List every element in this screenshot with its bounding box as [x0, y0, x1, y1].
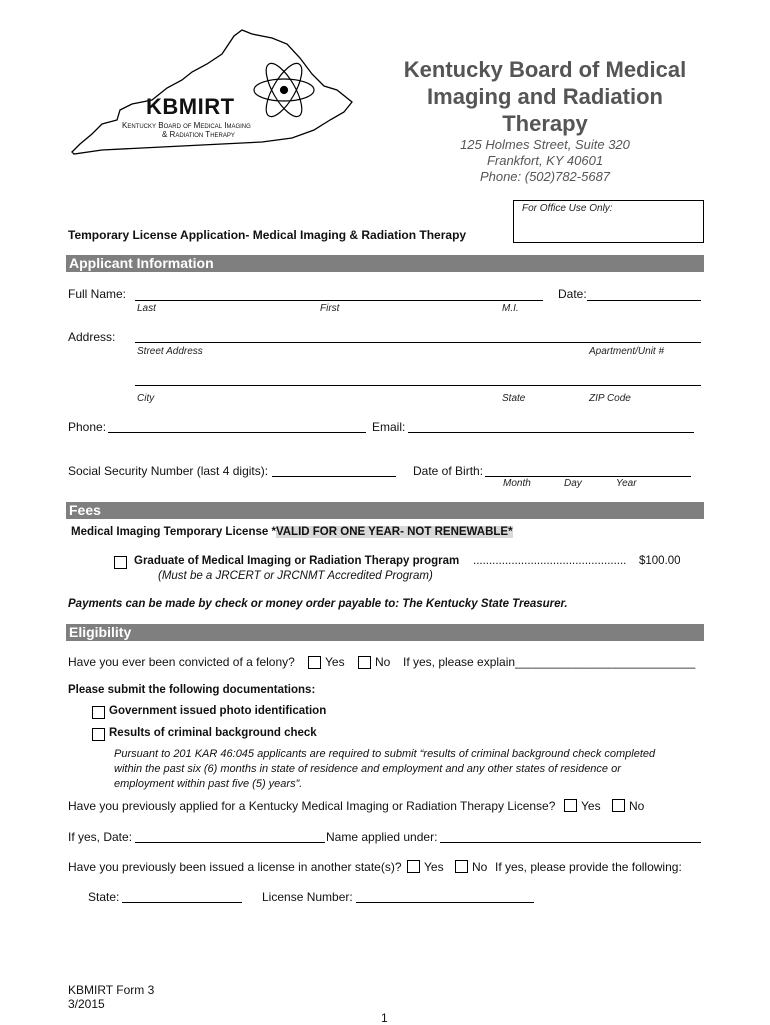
day-caption: Day: [564, 478, 582, 489]
program-fee: $100.00: [639, 555, 681, 567]
submit-docs-heading: Please submit the following documentations:: [68, 684, 316, 696]
date-label: Date:: [558, 287, 587, 301]
email-field[interactable]: [408, 432, 694, 433]
felony-yes-label: Yes: [325, 655, 345, 669]
middle-initial-caption: M.I.: [502, 303, 519, 314]
other-state-no-label: No: [472, 860, 488, 874]
office-use-label: For Office Use Only:: [522, 203, 613, 214]
other-state-yes-label: Yes: [424, 860, 444, 874]
street-address-field[interactable]: [135, 342, 701, 343]
month-caption: Month: [503, 478, 531, 489]
year-caption: Year: [616, 478, 637, 489]
city-caption: City: [137, 393, 155, 404]
ky-yes-checkbox[interactable]: [564, 799, 577, 812]
section-title: Eligibility: [69, 624, 132, 640]
license-type-line: [71, 526, 513, 538]
date-field[interactable]: [587, 300, 701, 301]
section-fees: [66, 502, 704, 519]
ky-yes-label: Yes: [581, 799, 601, 813]
other-state-question: Have you previously been issued a license in another state(s)?: [68, 860, 402, 874]
background-check-label: Results of criminal background check: [109, 727, 317, 739]
name-applied-field[interactable]: [440, 842, 701, 843]
ky-license-question: Have you previously applied for a Kentucky Medical Imaging or Radiation Therapy License?: [68, 799, 556, 813]
felony-no-label: No: [375, 655, 391, 669]
state-label: State:: [88, 890, 120, 904]
program-checkbox[interactable]: [114, 556, 127, 569]
apartment-caption: Apartment/Unit #: [589, 346, 665, 357]
felony-yes-checkbox[interactable]: [308, 656, 321, 669]
first-name-caption: First: [320, 303, 340, 314]
other-state-yes-checkbox[interactable]: [407, 860, 420, 873]
ky-no-label: No: [629, 799, 645, 813]
address-label: Address:: [68, 330, 116, 344]
license-validity-highlight: VALID FOR ONE YEAR- NOT RENEWABLE*: [275, 526, 513, 538]
full-name-field[interactable]: [135, 300, 543, 301]
city-state-zip-field[interactable]: [135, 385, 701, 386]
other-state-field[interactable]: [122, 902, 242, 903]
section-title: Applicant Information: [69, 255, 214, 271]
form-date: 3/2015: [68, 997, 105, 1011]
prior-application-date-field[interactable]: [135, 842, 325, 843]
page-number: 1: [381, 1011, 388, 1025]
zip-caption: ZIP Code: [589, 393, 631, 404]
kar-note-line3: employment within past five (5) years”.: [114, 778, 303, 790]
org-phone: Phone: (502)782-5687: [479, 169, 611, 184]
section-eligibility: [66, 624, 704, 641]
last-name-caption: Last: [137, 303, 156, 314]
org-address1: 125 Holmes Street, Suite 320: [460, 137, 630, 152]
state-caption: State: [502, 393, 526, 404]
phone-field[interactable]: [108, 432, 366, 433]
org-name-line1: Kentucky Board of Medical: [403, 57, 687, 82]
photo-id-label: Government issued photo identification: [109, 705, 327, 717]
background-check-checkbox[interactable]: [92, 728, 105, 741]
logo-acronym: KBMIRT: [146, 94, 235, 119]
program-dots: ................................................: [473, 555, 627, 567]
kar-note-line2: within the past six (6) months in state of residence and employment and any other states of residence or: [114, 763, 621, 775]
license-type-label: Medical Imaging Temporary License *: [71, 526, 276, 538]
felony-explain-field[interactable]: If yes, please explain___________________________: [403, 655, 696, 669]
name-applied-label: Name applied under:: [326, 830, 438, 844]
phone-label: Phone:: [68, 420, 107, 434]
ssn-label: Social Security Number (last 4 digits):: [68, 464, 269, 478]
provide-following-label: If yes, please provide the following:: [495, 860, 682, 874]
license-number-field[interactable]: [356, 902, 534, 903]
org-name-line2: Imaging and Radiation: [427, 84, 663, 109]
ky-no-checkbox[interactable]: [612, 799, 625, 812]
form-title: Temporary License Application- Medical Imaging & Radiation Therapy: [68, 228, 467, 242]
license-number-label: License Number:: [262, 890, 353, 904]
kar-note-line1: Pursuant to 201 KAR 46:045 applicants are required to submit “results of criminal background check completed: [114, 748, 656, 760]
felony-question: Have you ever been convicted of a felony?: [68, 655, 295, 669]
ssn-field[interactable]: [272, 476, 396, 477]
kbmirt-logo: [62, 24, 362, 158]
section-applicant-info: [66, 255, 704, 272]
logo-line1: Kentucky Board of Medical Imaging: [122, 121, 251, 130]
section-title: Fees: [69, 502, 101, 518]
if-yes-date-label: If yes, Date:: [68, 830, 133, 844]
logo-line2: & Radiation Therapy: [162, 130, 235, 139]
program-note: (Must be a JRCERT or JRCNMT Accredited Program): [158, 570, 433, 582]
street-caption: Street Address: [137, 346, 203, 357]
felony-no-checkbox[interactable]: [358, 656, 371, 669]
program-label: Graduate of Medical Imaging or Radiation Therapy program: [134, 555, 460, 567]
other-state-no-checkbox[interactable]: [455, 860, 468, 873]
payment-note: Payments can be made by check or money order payable to: The Kentucky State Treasurer.: [68, 598, 568, 610]
email-label: Email:: [372, 420, 406, 434]
dob-label: Date of Birth:: [413, 464, 484, 478]
full-name-label: Full Name:: [68, 287, 127, 301]
org-name-line3: Therapy: [502, 111, 588, 136]
office-use-box: [513, 200, 704, 243]
dob-field[interactable]: [485, 476, 691, 477]
photo-id-checkbox[interactable]: [92, 706, 105, 719]
form-id: KBMIRT Form 3: [68, 983, 155, 997]
org-address2: Frankfort, KY 40601: [486, 153, 604, 168]
